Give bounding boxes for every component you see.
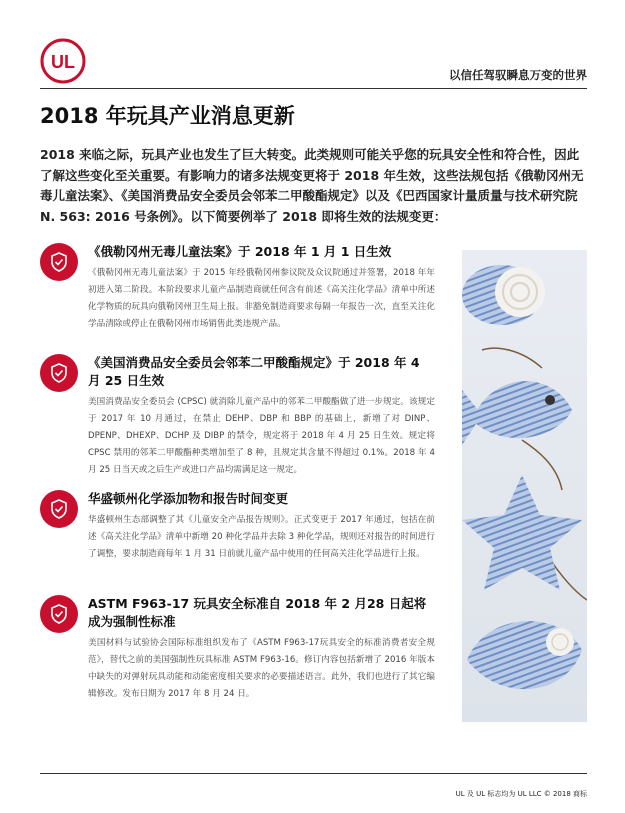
shield-check-icon <box>40 354 78 392</box>
footer-divider <box>40 773 587 774</box>
section-washington <box>40 490 435 563</box>
section-title: 《美国消费品安全委员会邻苯二甲酸酯规定》于 2018 年 4 月 25 日生效 <box>88 355 420 388</box>
intro-paragraph: 2018 来临之际，玩具产业也发生了巨大转变。此类规则可能关乎您的玩具安全性和符合性，因此了解这些变化至关重要。有影响力的诸多法规变更将于 2018 年生效，这些法规包括《俄勒冈州无毒儿童法案》、《美国消费品安全委员会邻苯二甲酸酯规定》以及《巴西国家计量质量与技术研究院 N. 563: 2016 号条例》。以下简要例举了 2018 即将生效的法规变更： <box>40 147 584 224</box>
shield-check-icon <box>40 490 78 528</box>
section-oregon <box>40 243 435 333</box>
plush-fish-toys-image <box>462 250 587 722</box>
section-body: 华盛顿州生态部调整了其《儿童安全产品报告规则》。正式变更于 2017 年通过，包括在前述《高关注化学品》清单中新增 20 种化学品并去除 3 种化学品，规则还对报告的时间进行了调整，要求制造商每年 1 月 31 日前就儿童产品中使用的任何高关注化学品进行上报。 <box>88 515 435 559</box>
shield-check-icon <box>40 243 78 281</box>
section-body: 美国材料与试验协会国际标准组织发布了《ASTM F963-17玩具安全的标准消费者安全规范》，替代之前的美国强制性玩具标准 ASTM F963-16。修订内容包括新增了 2016 年版本中缺失的对弹射玩具动能和动能密度相关要求的必要描述语言。此外，我们也进行了其它编辑修改。发布日期为 2017 年 8 月 24 日。 <box>88 638 435 699</box>
section-body: 《俄勒冈州无毒儿童法案》于 2015 年经俄勒冈州参议院及众议院通过并签署，2018 年年初进入第二阶段。本阶段要求儿童产品制造商就任何含有前述《高关注化学品》清单中所述化学物质的玩具向俄勒冈州卫生局上报。非豁免制造商要求每隔一年报告一次，直至关注化学品清除或停止在俄勒冈州市场销售此类违规产品。 <box>88 268 435 329</box>
header-tagline: 以信任驾驭瞬息万变的世界 <box>449 68 587 82</box>
section-cpsc <box>40 354 435 479</box>
section-title: 《俄勒冈州无毒儿童法案》于 2018 年 1 月 1 日生效 <box>88 244 392 259</box>
section-title: 华盛顿州化学添加物和报告时间变更 <box>88 491 289 506</box>
ul-logo <box>40 38 86 84</box>
header-divider <box>40 88 587 89</box>
section-title: ASTM F963-17 玩具安全标准自 2018 年 2 月28 日起将成为强制性标准 <box>88 596 427 629</box>
section-astm <box>40 595 435 703</box>
shield-check-icon <box>40 595 78 633</box>
logo-text: UL <box>51 52 75 72</box>
footer-trademark: UL 及 UL 标志均为 UL LLC © 2018 商标 <box>455 790 587 798</box>
section-body: 美国消费品安全委员会 (CPSC) 就消除儿童产品中的邻苯二甲酸酯做了进一步规定。该规定于 2017 年 10 月通过，在禁止 DEHP、DBP 和 BBP 的基础上，新增了对 DINP、DPENP、DHEXP、DCHP 及 DIBP 的禁令，规定将于 2018 年 4 月 25 日生效。规定将 CPSC 禁用的邻苯二甲酸酯种类增加至了 8 种，且规定其含量不得超过 0.1%。2018 年 4 月 25 日当天或之后生产或进口产品均需满足这一规定。 <box>88 397 435 475</box>
page-title: 2018 年玩具产业消息更新 <box>40 104 295 128</box>
